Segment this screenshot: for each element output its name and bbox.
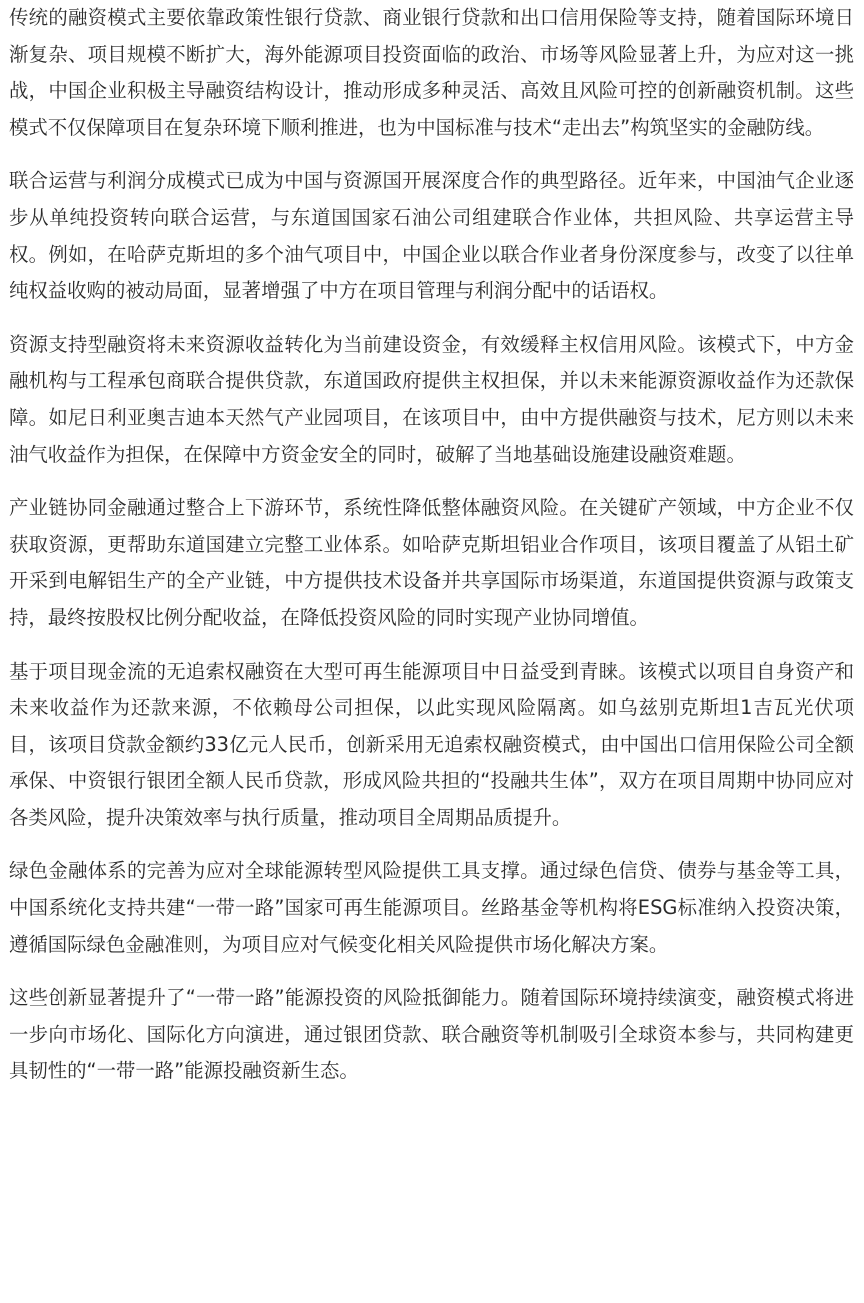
paragraph-conclusion: 这些创新显著提升了“一带一路”能源投资的风险抵御能力。随着国际环境持续演变，融资模式将进一步向市场化、国际化方向演进，通过银团贷款、联合融资等机制吸引全球资本参与，共同构建更具韧性的“一带一路”能源投融资新生态。 (9, 986, 854, 1083)
paragraph-industry-chain-finance: 产业链协同金融通过整合上下游环节，系统性降低整体融资风险。在关键矿产领域，中方企业不仅获取资源，更帮助东道国建立完整工业体系。如哈萨克斯坦铝业合作项目，该项目覆盖了从铝土矿开采到电解铝生产的全产业链，中方提供技术设备并共享国际市场渠道，东道国提供资源与政策支持，最终按股权比例分配收益，在降低投资风险的同时实现产业协同增值。 (9, 496, 854, 629)
paragraph-resource-backed-financing: 资源支持型融资将未来资源收益转化为当前建设资金，有效缓释主权信用风险。该模式下，中方金融机构与工程承包商联合提供贷款，东道国政府提供主权担保，并以未来能源资源收益作为还款保障。如尼日利亚奥吉迪本天然气产业园项目，在该项目中，由中方提供融资与技术，尼方则以未来油气收益作为担保，在保障中方资金安全的同时，破解了当地基础设施建设融资难题。 (9, 332, 854, 466)
paragraph-spacer (9, 146, 854, 163)
paragraph-non-recourse-financing: 基于项目现金流的无追索权融资在大型可再生能源项目中日益受到青睐。该模式以项目自身资产和未来收益作为还款来源，不依赖母公司担保，以此实现风险隔离。如乌兹别克斯坦1吉瓦光伏项目，该项目贷款金额约33亿元人民币，创新采用无追索权融资模式，由中国出口信用保险公司全额承保、中资银行银团全额人民币贷款，形成风险共担的“投融共生体”，双方在项目周期中协同应对各类风险，提升决策效率与执行质量，推动项目全周期品质提升。 (9, 659, 854, 829)
paragraph-traditional-financing: 传统的融资模式主要依靠政策性银行贷款、商业银行贷款和出口信用保险等支持，随着国际环境日渐复杂、项目规模不断扩大，海外能源项目投资面临的政治、市场等风险显著上升，为应对这一挑战，中国企业积极主导融资结构设计，推动形成多种灵活、高效且风险可控的创新融资机制。这些模式不仅保障项目在复杂环境下顺利推进，也为中国标准与技术“走出去”构筑坚实的金融防线。 (9, 6, 854, 139)
paragraph-spacer (9, 963, 854, 980)
paragraph-spacer (9, 310, 854, 327)
paragraph-spacer (9, 473, 854, 490)
paragraph-green-finance: 绿色金融体系的完善为应对全球能源转型风险提供工具支撑。通过绿色信贷、债券与基金等工具，中国系统化支持共建“一带一路”国家可再生能源项目。丝路基金等机构将ESG标准纳入投资决策，遵循国际绿色金融准则，为项目应对气候变化相关风险提供市场化解决方案。 (9, 859, 854, 956)
paragraph-joint-operation: 联合运营与利润分成模式已成为中国与资源国开展深度合作的典型路径。近年来，中国油气企业逐步从单纯投资转向联合运营，与东道国国家石油公司组建联合作业体，共担风险、共享运营主导权。例如，在哈萨克斯坦的多个油气项目中，中国企业以联合作业者身份深度参与，改变了以往单纯权益收购的被动局面，显著增强了中方在项目管理与利润分配中的话语权。 (9, 169, 854, 303)
paragraph-spacer (9, 836, 854, 853)
paragraph-spacer (9, 637, 854, 654)
